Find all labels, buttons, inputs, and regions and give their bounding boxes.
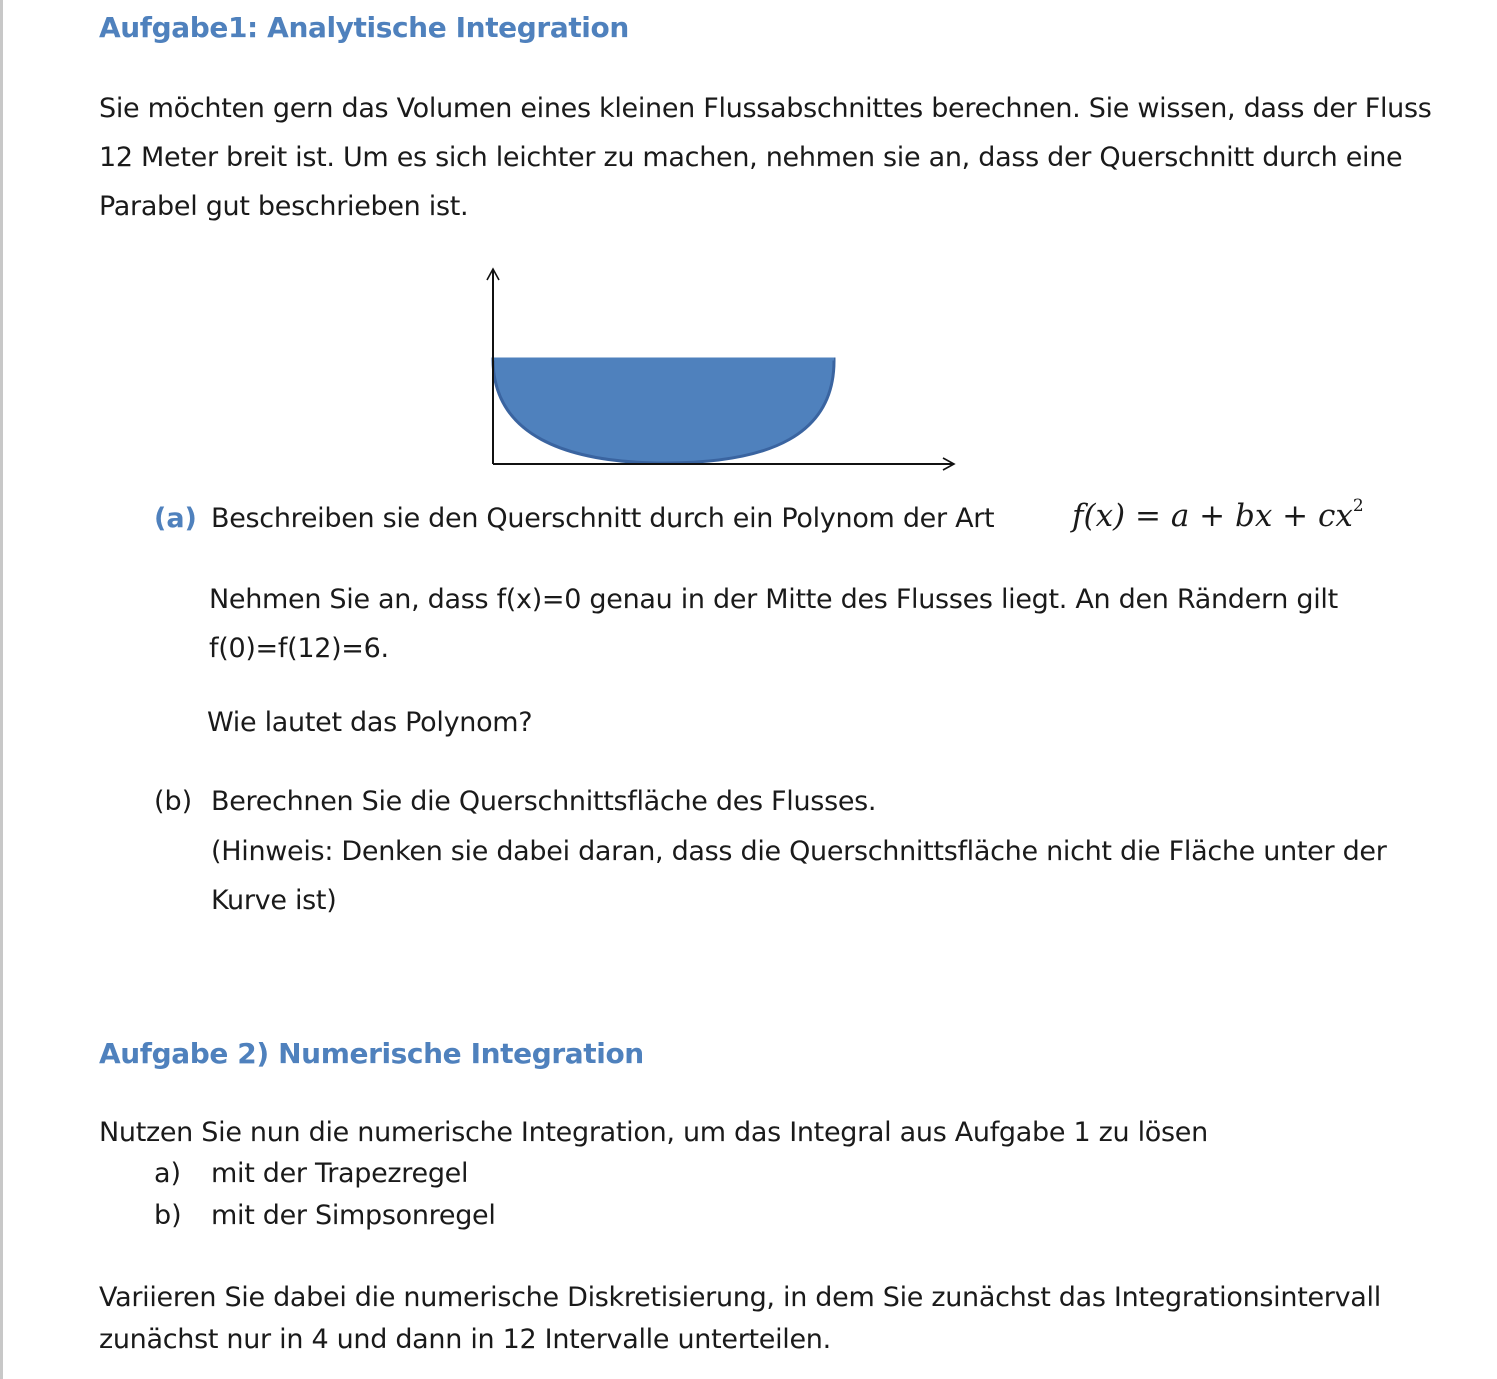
part-b-text: Berechnen Sie die Querschnittsfläche des Flusses. — [211, 786, 877, 817]
task2-item-b-text: mit der Simpsonregel — [211, 1200, 496, 1231]
part-b-hint — [211, 827, 1387, 925]
task2-intro: Nutzen Sie nun die numerische Integration, um das Integral aus Aufgabe 1 zu lösen — [99, 1117, 1208, 1148]
part-a-text: Beschreiben sie den Querschnitt durch ein Polynom der Art — [211, 503, 995, 534]
task1-intro-line-2: 12 Meter breit ist. Um es sich leichter zu machen, nehmen sie an, dass der Querschnitt durch eine — [99, 142, 1403, 173]
task1-heading: Aufgabe1: Analytische Integration — [99, 11, 629, 44]
task2-closing — [99, 1277, 1381, 1361]
formula-exponent: 2 — [1352, 496, 1364, 516]
river-cross-section-diagram — [470, 255, 970, 480]
task1-intro-line-3: Parabel gut beschrieben ist. — [99, 191, 469, 222]
part-a-note-line-1: Nehmen Sie an, dass f(x)=0 genau in der Mitte des Flusses liegt. An den Rändern gilt — [209, 584, 1338, 615]
part-a-question: Wie lautet das Polynom? — [207, 707, 533, 738]
part-b-hint-line-1: (Hinweis: Denken sie dabei daran, dass die Querschnittsfläche nicht die Fläche unter der — [211, 836, 1387, 867]
task2-item-a-text: mit der Trapezregel — [211, 1158, 469, 1189]
task2-heading: Aufgabe 2) Numerische Integration — [99, 1037, 644, 1070]
part-a-marker: (a) — [154, 503, 197, 534]
part-a-note-line-2: f(0)=f(12)=6. — [209, 633, 389, 664]
part-b-marker: (b) — [154, 786, 193, 817]
polynomial-formula — [1072, 496, 1364, 534]
task2-item-b-marker: b) — [154, 1200, 182, 1231]
part-b-hint-line-2: Kurve ist) — [211, 885, 337, 916]
task2-closing-line-1: Variieren Sie dabei die numerische Diskretisierung, in dem Sie zunächst das Integrationsintervall — [99, 1282, 1381, 1313]
task1-intro — [99, 84, 1432, 231]
task2-item-a-marker: a) — [154, 1158, 182, 1189]
part-a-note — [209, 575, 1338, 673]
task2-closing-line-2: zunächst nur in 4 und dann in 12 Intervalle unterteilen. — [99, 1324, 831, 1355]
formula-base: f(x) = a + bx + cx — [1072, 498, 1353, 534]
water-cross-section — [493, 359, 834, 463]
page-edge — [0, 0, 3, 1379]
task1-intro-line-1: Sie möchten gern das Volumen eines kleinen Flussabschnittes berechnen. Sie wissen, dass der Fluss — [99, 93, 1432, 124]
